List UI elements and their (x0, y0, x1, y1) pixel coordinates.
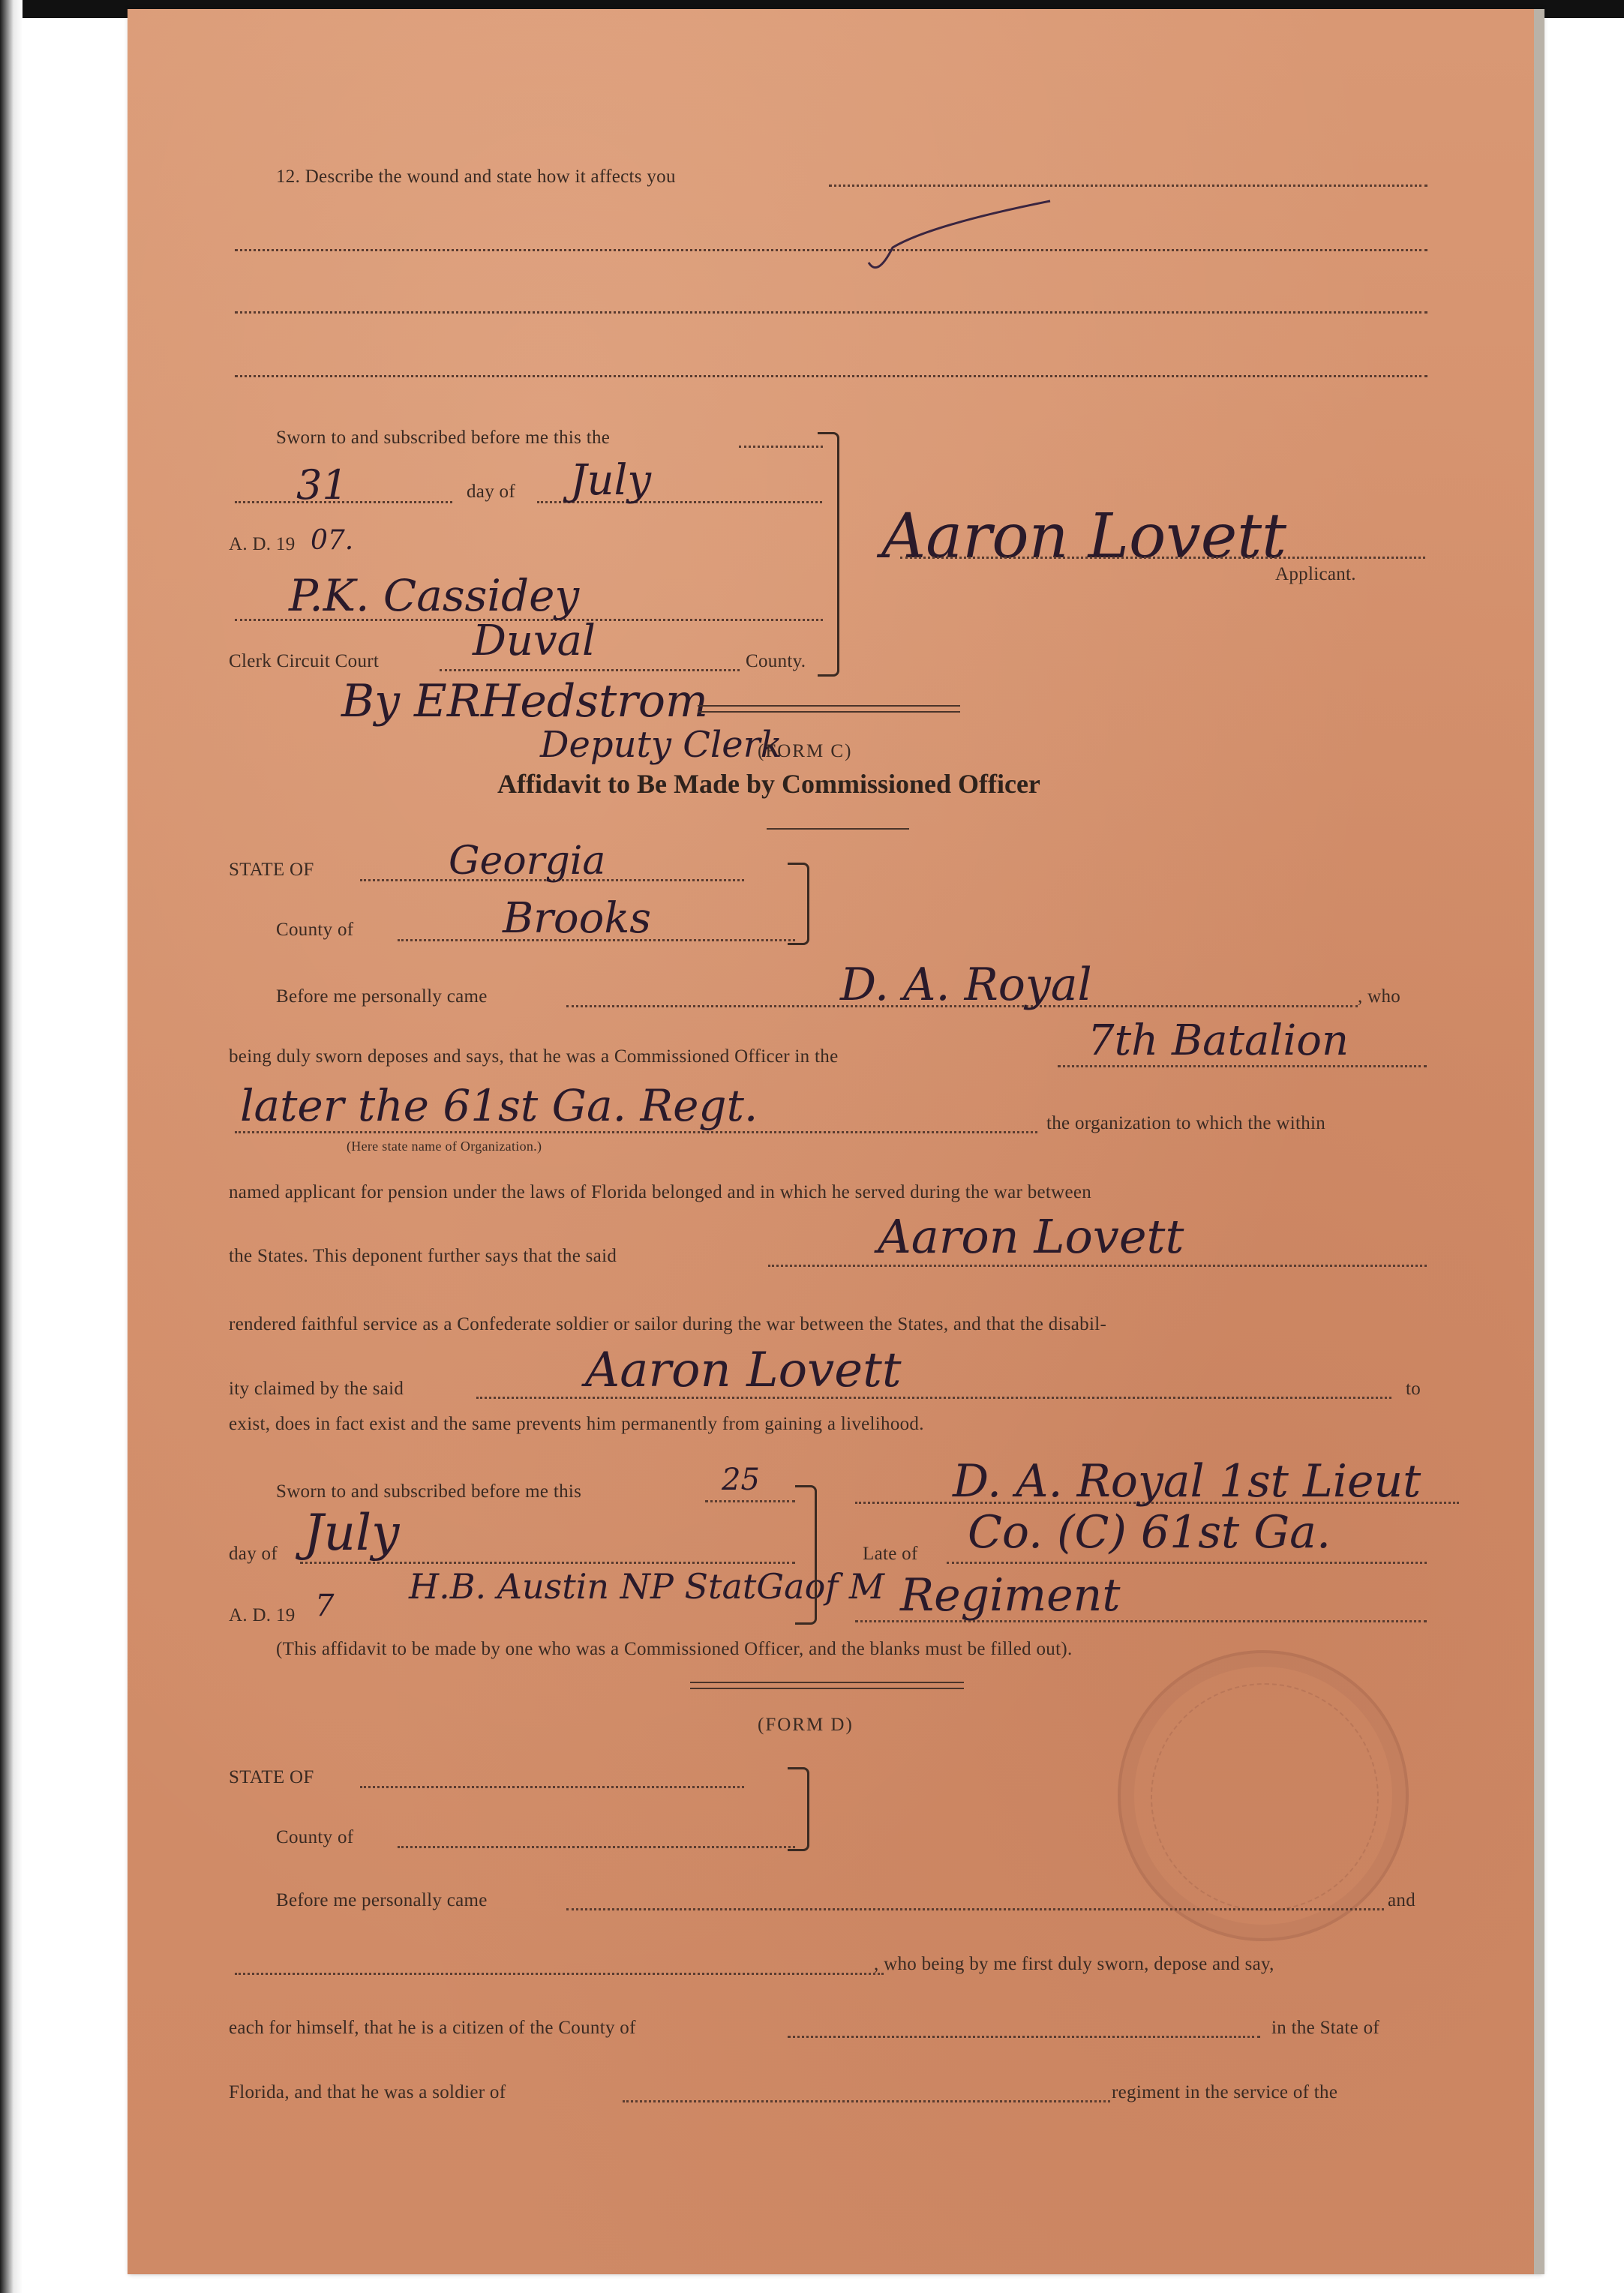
ad-label: A. D. 19 (229, 534, 296, 554)
sworn-bracket (818, 432, 839, 677)
late-of-handwriting: Co. (C) 61st Ga. (968, 1506, 1331, 1559)
sworn-c-blank (705, 1500, 795, 1502)
by-deputy-signature: By ERHedstrom (341, 675, 708, 728)
state-label: STATE OF (229, 860, 314, 880)
county-handwriting-c: Brooks (503, 894, 652, 943)
county-blank-d (398, 1846, 795, 1848)
form-c-end-rule (690, 1682, 964, 1689)
form-c-label: (FORM C) (758, 741, 853, 761)
form-c-footnote: (This affidavit to be made by one who was a Commissioned Officer, and the blanks must be filled out). (276, 1639, 1073, 1659)
rendered-line: rendered faithful service as a Confederate soldier or sailor during the war between the States, and that the disabil- (229, 1314, 1107, 1334)
in-state-label: in the State of (1271, 2018, 1380, 2038)
sworn-c-bracket (795, 1485, 817, 1625)
state-bracket (788, 863, 809, 945)
organization-blank (235, 1131, 1037, 1133)
page-edge (1534, 9, 1544, 2274)
county-handwriting: Duval (473, 617, 596, 665)
regiment-service-label: regiment in the service of the (1112, 2082, 1338, 2102)
regiment-blank-d (623, 2100, 1110, 2102)
battalion-handwriting: 7th Batalion (1088, 1016, 1349, 1065)
said-handwriting: Aaron Lovett (878, 1209, 1184, 1264)
before-label-c: Before me personally came (276, 986, 488, 1007)
officer-handwriting: D. A. Royal (840, 959, 1092, 1011)
and-label: and (1388, 1890, 1415, 1910)
deputy-clerk-handwriting: Deputy Clerk (540, 724, 782, 766)
q12-blank-4 (235, 375, 1427, 377)
state-label-d: STATE OF (229, 1767, 314, 1787)
applicant-signature: Aaron Lovett (881, 501, 1287, 572)
document-page (128, 9, 1541, 2274)
deponent-line: the States. This deponent further says that the said (229, 1246, 617, 1266)
ad-c-label: A. D. 19 (229, 1605, 296, 1625)
regiment-handwriting: Regiment (900, 1569, 1121, 1622)
said-blank (768, 1265, 1427, 1267)
double-rule (698, 705, 960, 713)
sworn-line: Sworn to and subscribed before me this the (276, 428, 611, 448)
year-handwriting: 07. (311, 525, 354, 556)
who-label: , who (1358, 986, 1401, 1007)
organization-label: the organization to which the within (1046, 1113, 1326, 1133)
county-label: County. (746, 651, 806, 671)
organization-note: (Here state name of Organization.) (347, 1139, 542, 1154)
named-applicant-line: named applicant for pension under the laws of Florida belonged and in which he served during the war between (229, 1182, 1092, 1202)
q12-blank-3 (235, 311, 1427, 314)
question-12-label: 12. Describe the wound and state how it affects you (276, 167, 676, 187)
day-handwriting: 31 (296, 461, 348, 509)
q12-blank-1 (829, 185, 1427, 187)
notary-handwriting: H.B. Austin NP StatGaof M (409, 1566, 885, 1607)
month-c-blank (300, 1562, 795, 1564)
state-blank-d (360, 1786, 744, 1788)
county-label-d: County of (276, 1827, 354, 1847)
to-label: to (1406, 1379, 1421, 1399)
sworn-depose-label: , who being by me first duly sworn, depose and say, (874, 1954, 1274, 1974)
before-blank-d (566, 1908, 1384, 1910)
heading-rule (767, 828, 909, 830)
state-handwriting: Georgia (449, 839, 606, 884)
officer-signature: D. A. Royal 1st Lieut (953, 1455, 1421, 1508)
seal-inner-ring (1151, 1683, 1379, 1911)
scan-margin (0, 0, 23, 2293)
late-of-blank (947, 1562, 1427, 1564)
disability-handwriting: Aaron Lovett (585, 1343, 902, 1398)
deponent-blank-d (235, 1973, 884, 1975)
year-c-handwriting: 7 (315, 1589, 335, 1623)
sworn-blank (739, 446, 823, 448)
applicant-sig-blank (900, 557, 1425, 559)
day-of-label: day of (467, 482, 515, 502)
sworn-c-label: Sworn to and subscribed before me this (276, 1481, 582, 1502)
battalion-blank (1058, 1065, 1427, 1067)
sworn-c-day-handwriting: 25 (722, 1463, 760, 1497)
citizen-county-blank (788, 2036, 1260, 2038)
clerk-signature: P.K. Cassidey (289, 570, 580, 621)
state-bracket-d (788, 1767, 809, 1851)
applicant-label: Applicant. (1275, 564, 1356, 584)
q12-blank-2 (235, 249, 1427, 251)
month-handwriting: July (570, 456, 652, 505)
county-label-c: County of (276, 920, 354, 940)
month-c-handwriting: July (304, 1504, 400, 1562)
check-mark-icon (863, 195, 1058, 285)
florida-soldier-label: Florida, and that he was a soldier of (229, 2082, 506, 2102)
before-label-d: Before me personally came (276, 1890, 488, 1910)
late-of-label: Late of (863, 1544, 918, 1564)
organization-handwriting: later the 61st Ga. Regt. (240, 1080, 758, 1131)
citizen-label: each for himself, that he is a citizen of the County of (229, 2018, 636, 2038)
day-of-c-label: day of (229, 1544, 278, 1564)
sworn-officer-line: being duly sworn deposes and says, that he was a Commissioned Officer in the (229, 1046, 839, 1067)
exist-line: exist, does in fact exist and the same prevents him permanently from gaining a livelihood. (229, 1414, 924, 1434)
form-c-heading: Affidavit to Be Made by Commissioned Officer (497, 769, 1040, 799)
disability-line: ity claimed by the said (229, 1379, 404, 1399)
clerk-label: Clerk Circuit Court (229, 651, 380, 671)
form-d-label: (FORM D) (758, 1715, 854, 1735)
county-blank (440, 669, 740, 671)
notary-seal (1118, 1650, 1409, 1941)
